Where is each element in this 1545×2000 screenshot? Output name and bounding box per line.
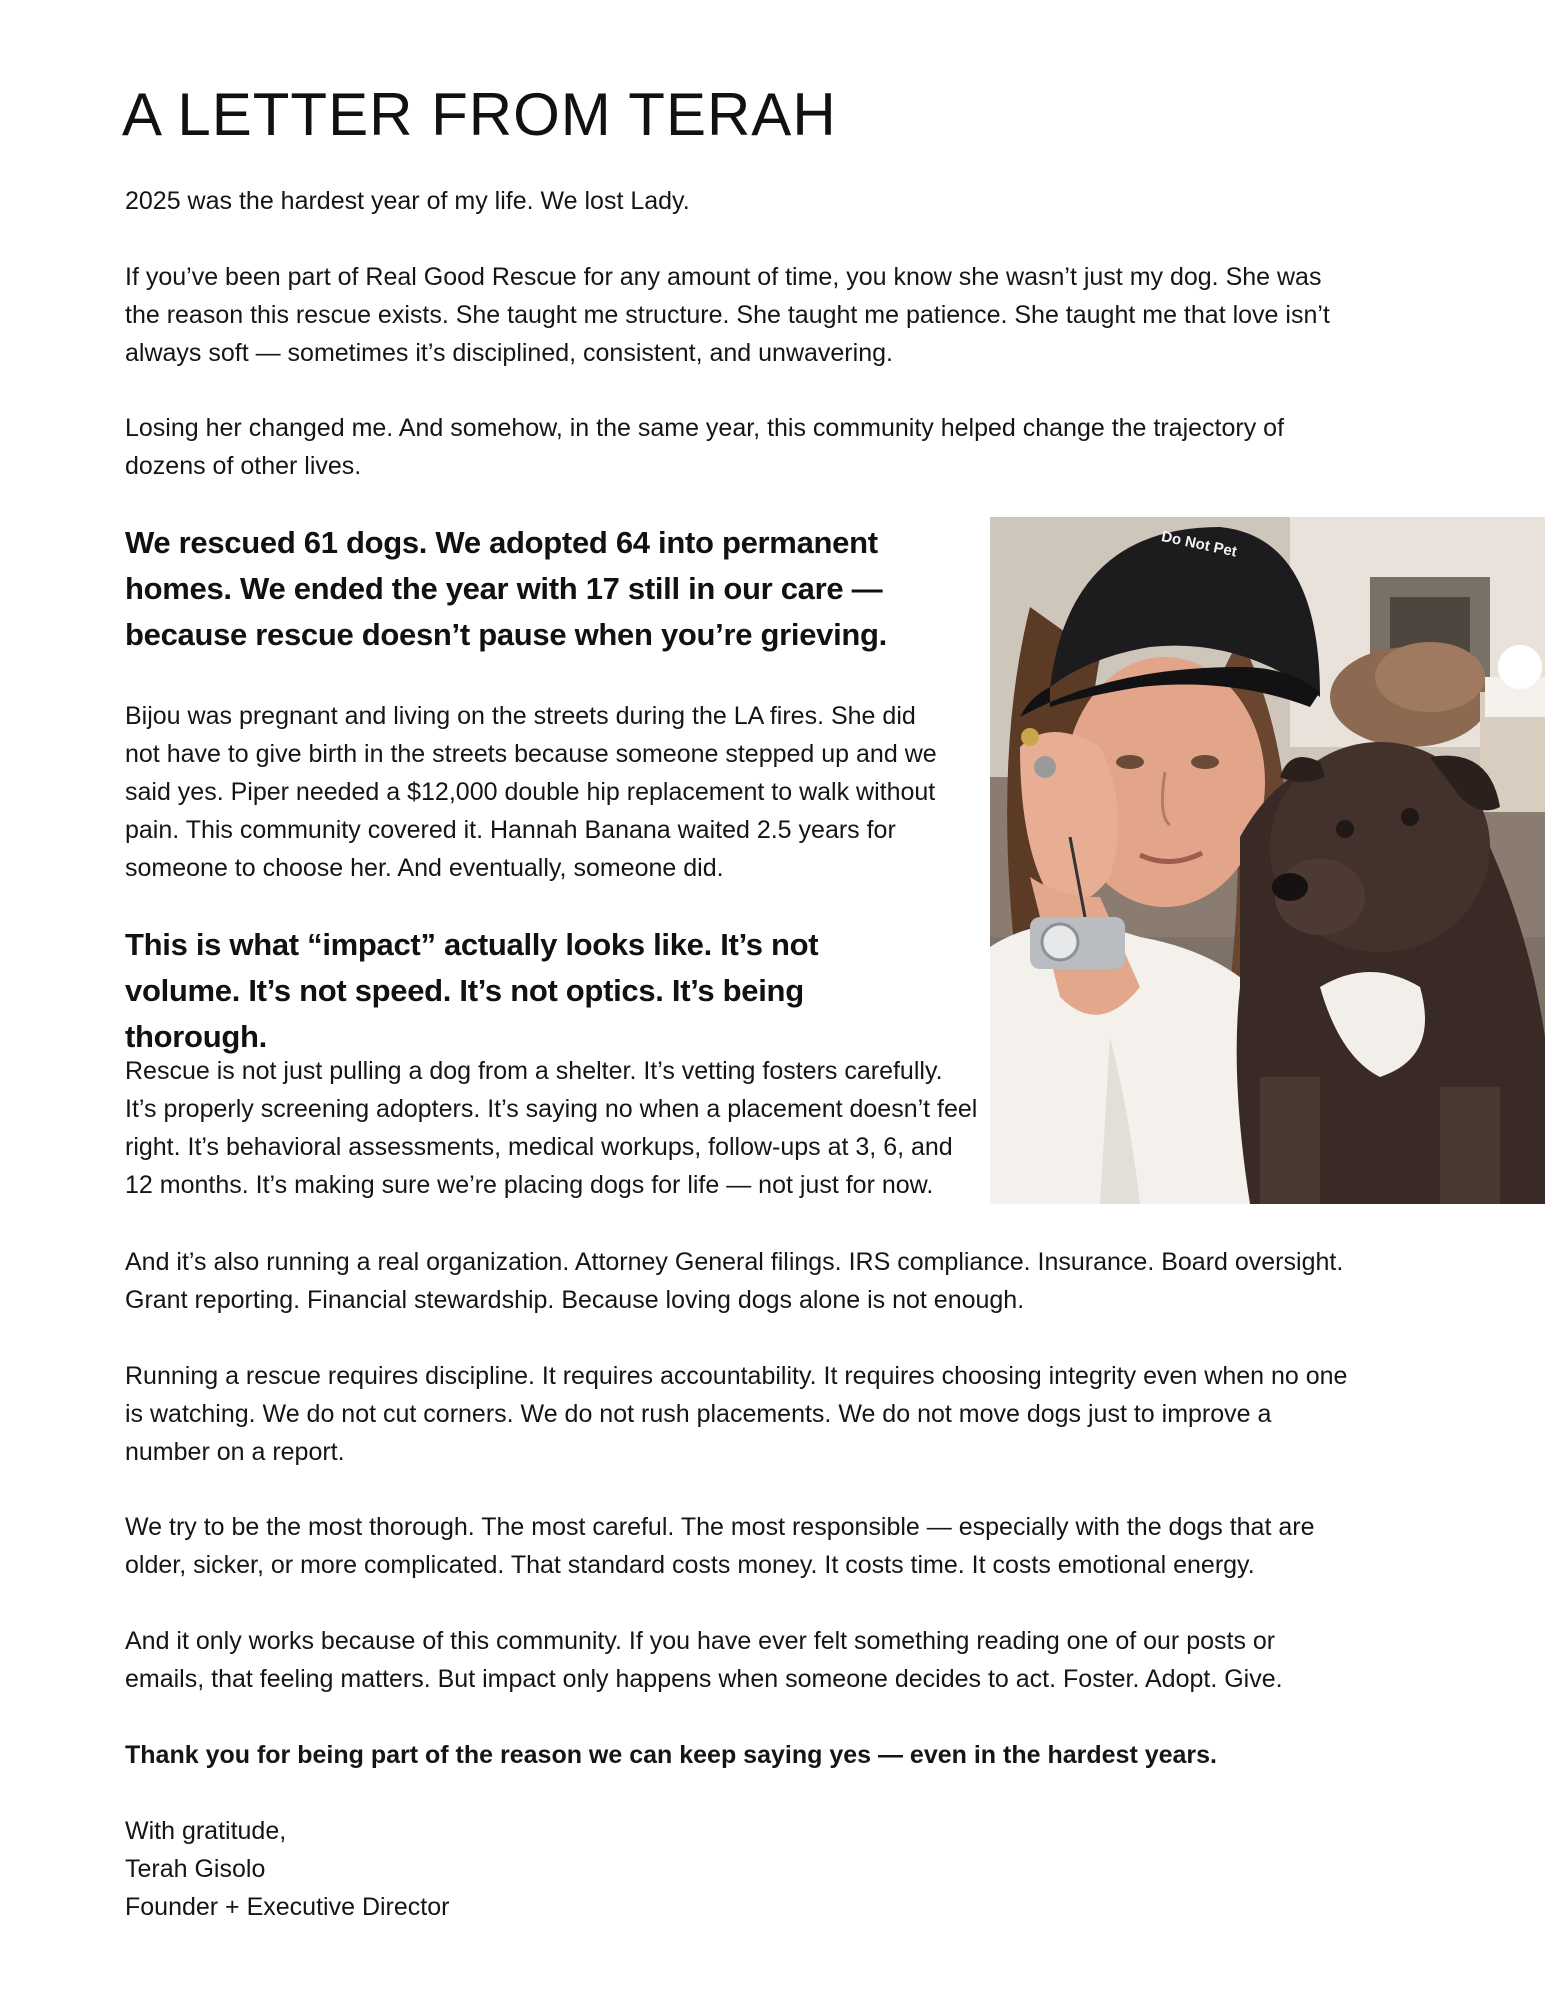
paragraph-rescue-process: Rescue is not just pulling a dog from a shelter. It’s vetting fosters carefully. It’s properly screening adopters. It’s saying no when a placement doesn’t feel right. It’s behavioral assessments, medical workups, follow-ups at 3, 6, and 12 months. It’s making sure we’re placing dogs for life — not just for now. [125,1057,978,1199]
paragraph-lady: If you’ve been part of Real Good Rescue for any amount of time, you know she wasn’t just my dog. She was the reason this rescue exists. She taught me structure. She taught me patience. She taught me that love isn’t always soft — sometimes it’s disciplined, consistent, and unwavering. [125,263,1330,367]
signature-closing: With gratitude, [125,1817,287,1845]
lead-impact: This is what “impact” actually looks like. It’s not volume. It’s not speed. It’s not optics. It’s being thorough. [125,927,819,1054]
lead-statistics: We rescued 61 dogs. We adopted 64 into permanent homes. We ended the year with 17 still in our care — because rescue doesn’t pause when you’re grieving. [125,525,887,652]
paragraph-intro: 2025 was the hardest year of my life. We lost Lady. [125,187,690,215]
signature-block [125,1812,449,1926]
paragraph-losing-her: Losing her changed me. And somehow, in the same year, this community helped change the trajectory of dozens of other lives. [125,414,1285,480]
paragraph-community: And it only works because of this community. If you have ever felt something reading one of our posts or emails, that feeling matters. But impact only happens when someone decides to act. Foster. Adopt. Give. [125,1627,1283,1693]
cap-lettering: Do Not Pet [1159,528,1239,561]
photo-illustration [990,517,1545,1204]
thank-you-line: Thank you for being part of the reason we can keep saying yes — even in the hardest years. [125,1741,1218,1769]
photo-terah-with-dog [990,517,1545,1204]
paragraph-dog-stories: Bijou was pregnant and living on the streets during the LA fires. She did not have to give birth in the streets because someone stepped up and we said yes. Piper needed a $12,000 double hip replacement to walk without pain. This community covered it. Hannah Banana waited 2.5 years for someone to choose her. And eventually, someone did. [125,702,937,882]
paragraph-organization: And it’s also running a real organization. Attorney General filings. IRS compliance. Insurance. Board oversight. Grant reporting. Financial stewardship. Because loving dogs alone is not enough. [125,1248,1344,1314]
signature-role: Founder + Executive Director [125,1893,450,1921]
paragraph-thorough: We try to be the most thorough. The most careful. The most responsible — especially with the dogs that are older, sicker, or more complicated. That standard costs money. It costs time. It costs emotional energy. [125,1513,1315,1579]
page-title: A LETTER FROM TERAH [122,81,837,148]
paragraph-discipline: Running a rescue requires discipline. It requires accountability. It requires choosing integrity even when no one is watching. We do not cut corners. We do not rush placements. We do not move dogs just to improve a number on a report. [125,1362,1348,1466]
signature-name: Terah Gisolo [125,1855,266,1883]
